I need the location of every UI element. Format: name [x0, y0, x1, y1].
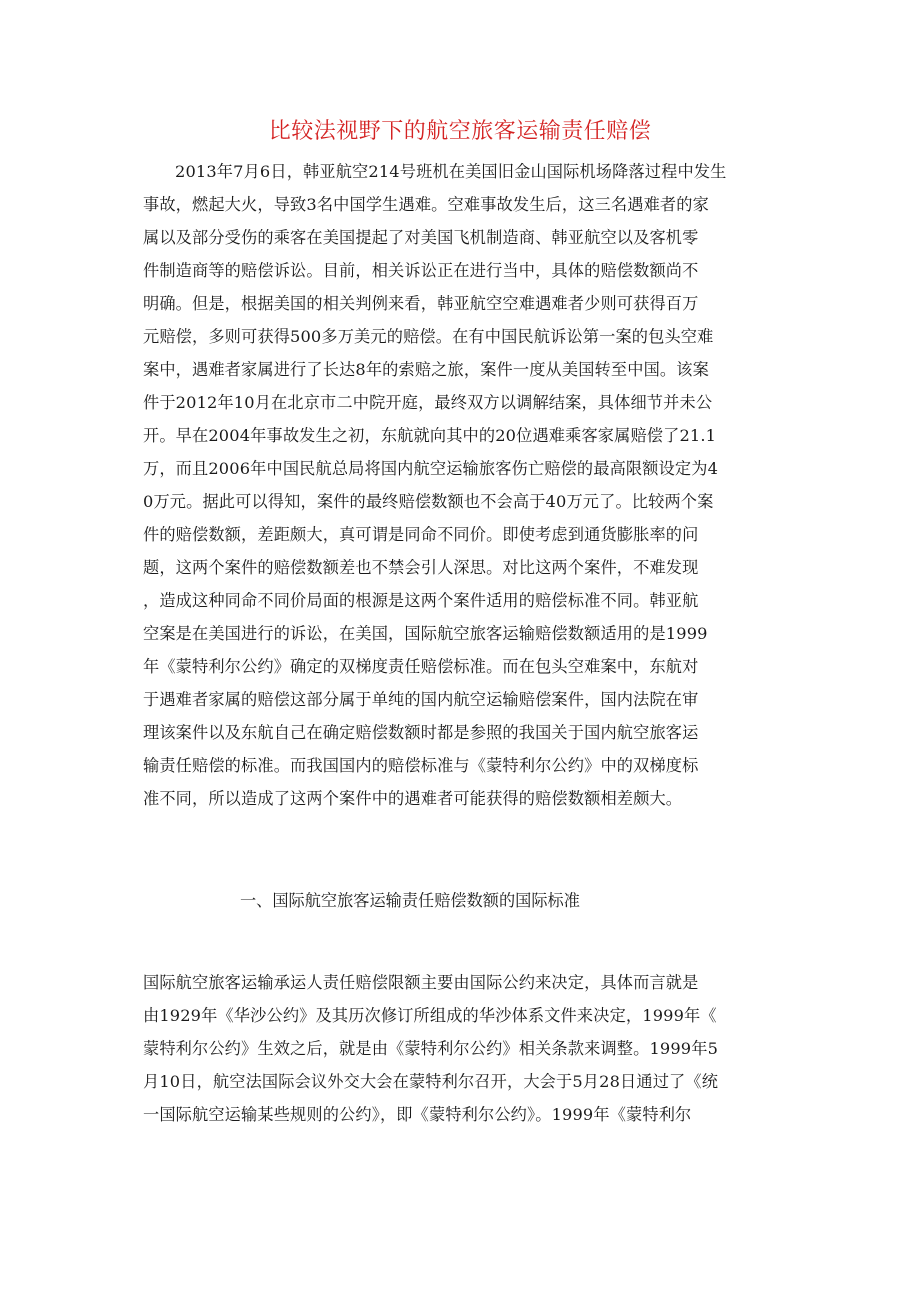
section-heading: 一、国际航空旅客运输责任赔偿数额的国际标准 [240, 891, 580, 910]
body-paragraph-1 [143, 155, 783, 815]
text-line: 属以及部分受伤的乘客在美国提起了对美国飞机制造商、韩亚航空以及客机零 [143, 228, 699, 247]
text-line: 年《蒙特利尔公约》确定的双梯度责任赔偿标准。而在包头空难案中，东航对 [143, 657, 699, 676]
text-line: 月10日，航空法国际会议外交大会在蒙特利尔召开，大会于5月28日通过了《统 [143, 1072, 719, 1091]
text-line: 题，这两个案件的赔偿数额差也不禁会引人深思。对比这两个案件，不难发现 [143, 558, 699, 577]
text-line: 于遇难者家属的赔偿这部分属于单纯的国内航空运输赔偿案件，国内法院在审 [143, 690, 699, 709]
text-line: 0万元。据此可以得知，案件的最终赔偿数额也不会高于40万元了。比较两个案 [143, 492, 714, 511]
text-line: 元赔偿，多则可获得500多万美元的赔偿。在有中国民航诉讼第一案的包头空难 [143, 327, 714, 346]
text-line: 万，而且2006年中国民航总局将国内航空运输旅客伤亡赔偿的最高限额设定为4 [143, 459, 719, 478]
text-line: 事故，燃起大火，导致3名中国学生遇难。空难事故发生后，这三名遇难者的家 [143, 195, 709, 214]
text-line: 由1929年《华沙公约》及其历次修订所组成的华沙体系文件来决定，1999年《 [143, 1006, 717, 1025]
text-line: 准不同，所以造成了这两个案件中的遇难者可能获得的赔偿数额相差颇大。 [143, 789, 683, 808]
text-line: 输责任赔偿的标准。而我国国内的赔偿标准与《蒙特利尔公约》中的双梯度标 [143, 756, 699, 775]
text-line: 蒙特利尔公约》生效之后，就是由《蒙特利尔公约》相关条款来调整。1999年5 [143, 1039, 719, 1058]
text-line: 一国际航空运输某些规则的公约》，即《蒙特利尔公约》。1999年《蒙特利尔 [143, 1105, 692, 1124]
text-line: 国际航空旅客运输承运人责任赔偿限额主要由国际公约来决定，具体而言就是 [143, 973, 699, 992]
text-line: 空案是在美国进行的诉讼，在美国，国际航空旅客运输赔偿数额适用的是1999 [143, 624, 708, 643]
text-line: 2013年7月6日，韩亚航空214号班机在美国旧金山国际机场降落过程中发生 [175, 162, 727, 181]
text-line: 件的赔偿数额，差距颇大，真可谓是同命不同价。即使考虑到通货膨胀率的问 [143, 525, 699, 544]
text-line: 件制造商等的赔偿诉讼。目前，相关诉讼正在进行当中，具体的赔偿数额尚不 [143, 261, 699, 280]
text-line: 件于2012年10月在北京市二中院开庭，最终双方以调解结案，具体细节并未公 [143, 393, 713, 412]
text-line: 理该案件以及东航自己在确定赔偿数额时都是参照的我国关于国内航空旅客运 [143, 723, 699, 742]
text-line: 开。早在2004年事故发生之初，东航就向其中的20位遇难乘客家属赔偿了21.1 [143, 426, 717, 445]
text-line: 明确。但是，根据美国的相关判例来看，韩亚航空空难遇难者少则可获得百万 [143, 294, 699, 313]
body-paragraph-2 [143, 966, 783, 1131]
document-title: 比较法视野下的航空旅客运输责任赔偿 [268, 119, 652, 144]
text-line: 案中，遇难者家属进行了长达8年的索赔之旅，案件一度从美国转至中国。该案 [143, 360, 709, 379]
text-line: ，造成这种同命不同价局面的根源是这两个案件适用的赔偿标准不同。韩亚航 [143, 591, 699, 610]
